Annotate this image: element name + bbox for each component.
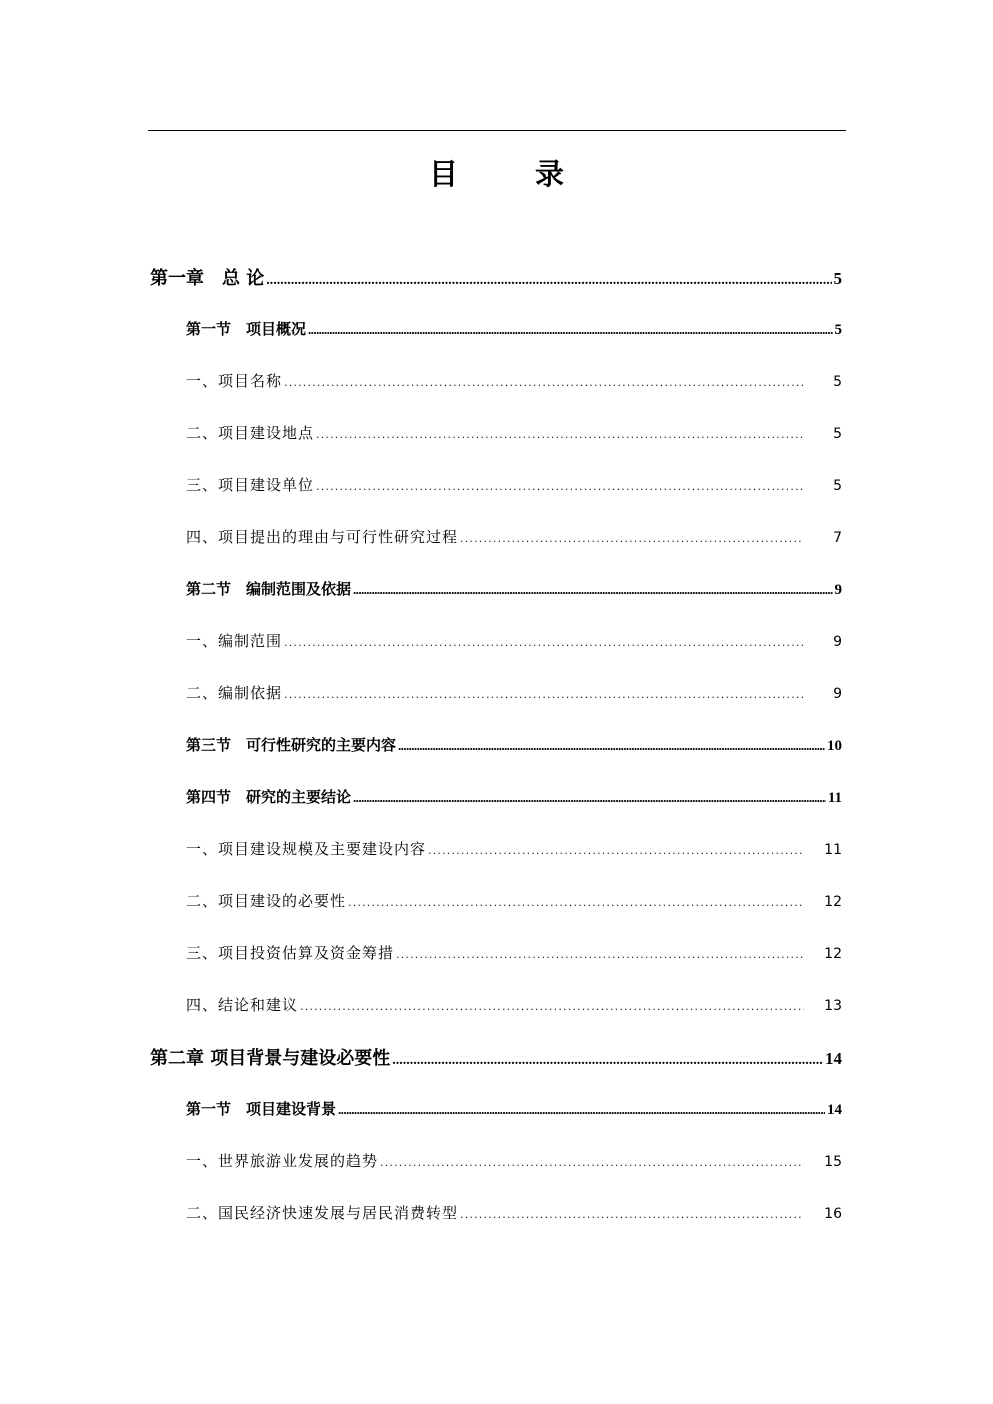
toc-item[interactable]: [186, 630, 842, 651]
toc-page-number: 14: [825, 1049, 842, 1068]
toc-page-number: 11: [824, 842, 842, 858]
dot-leader: [380, 1156, 804, 1169]
toc-page-number: 9: [834, 582, 842, 598]
dot-leader: [316, 428, 804, 441]
toc-page-number: 5: [833, 269, 842, 288]
dot-leader: [348, 896, 804, 909]
toc-item[interactable]: [186, 1150, 842, 1171]
toc-label: 二、项目建设地点: [186, 424, 315, 442]
toc-label: 第四节 研究的主要结论: [186, 788, 352, 806]
dot-leader: [353, 790, 826, 806]
page-title: 目 录: [428, 157, 588, 191]
toc-item[interactable]: [186, 1202, 842, 1223]
toc-page-number: 5: [833, 478, 842, 494]
dot-leader: [392, 1053, 823, 1069]
toc-page-number: 12: [824, 894, 842, 910]
toc-label: 三、项目建设单位: [186, 476, 315, 494]
toc-label: 一、世界旅游业发展的趋势: [186, 1152, 379, 1170]
toc-page-number: 9: [833, 634, 842, 650]
dot-leader: [300, 1000, 804, 1013]
dot-leader: [396, 948, 804, 961]
dot-leader: [308, 322, 832, 338]
header-rule: [148, 130, 846, 131]
toc-label: 四、结论和建议: [186, 996, 299, 1014]
toc-page-number: 10: [827, 738, 842, 754]
toc-label: 第一节 项目建设背景: [186, 1100, 337, 1118]
toc-item[interactable]: [186, 942, 842, 963]
toc-page-number: 16: [824, 1206, 842, 1222]
toc-page-number: 15: [824, 1154, 842, 1170]
dot-leader: [398, 738, 825, 754]
toc-item[interactable]: [186, 838, 842, 859]
toc-label: 第一节 项目概况: [186, 320, 307, 338]
dot-leader: [316, 480, 804, 493]
toc-section[interactable]: [186, 1098, 842, 1119]
dot-leader: [338, 1102, 825, 1118]
dot-leader: [284, 636, 804, 649]
toc-page-number: 9: [833, 686, 842, 702]
toc-label: 二、国民经济快速发展与居民消费转型: [186, 1204, 459, 1222]
toc-page-number: 5: [833, 426, 842, 442]
toc-label: 一、项目名称: [186, 372, 283, 390]
toc-label: 第一章 总 论: [150, 268, 265, 289]
toc-page-number: 5: [834, 322, 842, 338]
toc-section[interactable]: [186, 734, 842, 755]
dot-leader: [266, 273, 831, 289]
toc-page-number: 13: [824, 998, 842, 1014]
toc-item[interactable]: [186, 474, 842, 495]
dot-leader: [284, 376, 804, 389]
toc-chapter-2[interactable]: [150, 1044, 842, 1070]
toc-label: 第三节 可行性研究的主要内容: [186, 736, 397, 754]
toc-page-number: 12: [824, 946, 842, 962]
toc-section[interactable]: [186, 318, 842, 339]
toc-label: 二、项目建设的必要性: [186, 892, 347, 910]
toc-item[interactable]: [186, 682, 842, 703]
dot-leader: [428, 844, 804, 857]
toc-label: 第二章 项目背景与建设必要性: [150, 1048, 391, 1069]
toc-label: 一、编制范围: [186, 632, 283, 650]
toc-page-number: 7: [833, 530, 842, 546]
toc-page-number: 5: [833, 374, 842, 390]
toc-section[interactable]: [186, 578, 842, 599]
toc-label: 第二节 编制范围及依据: [186, 580, 352, 598]
toc-item[interactable]: [186, 890, 842, 911]
toc-label: 一、项目建设规模及主要建设内容: [186, 840, 427, 858]
toc-page-number: 14: [827, 1102, 842, 1118]
dot-leader: [353, 582, 832, 598]
toc-item[interactable]: [186, 526, 842, 547]
toc-item[interactable]: [186, 994, 842, 1015]
dot-leader: [460, 532, 804, 545]
dot-leader: [460, 1208, 804, 1221]
toc-label: 三、项目投资估算及资金筹措: [186, 944, 395, 962]
dot-leader: [284, 688, 804, 701]
toc-item[interactable]: [186, 370, 842, 391]
toc-label: 四、项目提出的理由与可行性研究过程: [186, 528, 459, 546]
toc-label: 二、编制依据: [186, 684, 283, 702]
toc-chapter-1[interactable]: [150, 264, 842, 290]
toc-section[interactable]: [186, 786, 842, 807]
toc-page-number: 11: [827, 790, 842, 806]
toc-item[interactable]: [186, 422, 842, 443]
